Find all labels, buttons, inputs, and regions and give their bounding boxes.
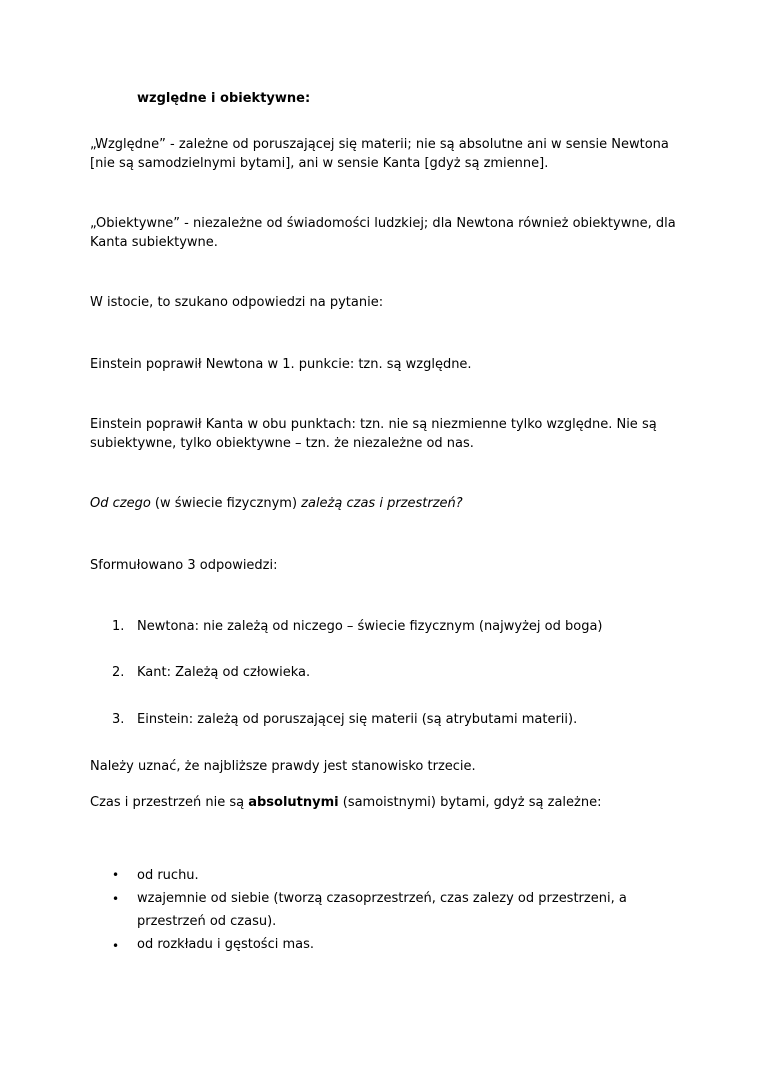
list-item-number: 2.: [112, 665, 125, 680]
paragraph-wzgledne-line-2: [nie są samodzielnymi bytami], ani w sensie Kanta [gdyż są zmienne].: [90, 156, 549, 171]
paragraph-czas-end: (samoistnymi) bytami, gdyż są zależne:: [338, 795, 602, 810]
paragraph-wzgledne-line-1: „Względne” - zależne od poruszającej się materii; nie są absolutne ani w sensie Newtona: [90, 137, 669, 152]
question-middle: (w świecie fizycznym): [150, 496, 302, 511]
paragraph-czas-start: Czas i przestrzeń nie są: [90, 795, 249, 810]
paragraph-czas: [90, 794, 601, 812]
list-item-text: Newtona: nie zależą od niczego – świecie fizycznym (najwyżej od boga): [137, 619, 603, 634]
list-item-text: wzajemnie od siebie (tworzą czasoprzestrzeń, czas zalezy od przestrzeni, a: [137, 891, 627, 906]
list-item-number: 1.: [112, 619, 125, 634]
paragraph-czas-bold: absolutnymi: [248, 795, 339, 810]
list-item-number: 3.: [112, 712, 125, 727]
question-paragraph: [90, 495, 463, 513]
paragraph-einstein-kant-line-2: subiektywne, tylko obiektywne – tzn. że niezależne od nas.: [90, 436, 474, 451]
paragraph-sformulowano: Sformułowano 3 odpowiedzi:: [90, 558, 278, 573]
bullet-icon: •: [112, 868, 120, 882]
list-item-text-continued: przestrzeń od czasu).: [137, 914, 277, 929]
section-heading: względne i obiektywne:: [137, 91, 311, 106]
paragraph-obiektywne-line-1: „Obiektywne” - niezależne od świadomości ludzkiej; dla Newtona również obiektywne, dla: [90, 216, 676, 231]
paragraph-w-istocie: W istocie, to szukano odpowiedzi na pytanie:: [90, 295, 384, 310]
question-italic-end: zależą czas i przestrzeń?: [301, 496, 463, 511]
bullet-icon: •: [112, 892, 120, 906]
list-item-text: od rozkładu i gęstości mas.: [137, 937, 315, 952]
paragraph-einstein-newton: Einstein poprawił Newtona w 1. punkcie: tzn. są względne.: [90, 357, 472, 372]
paragraph-einstein-kant-line-1: Einstein poprawił Kanta w obu punktach: tzn. nie są niezmienne tylko względne. Nie są: [90, 417, 657, 432]
list-item-text: Einstein: zależą od poruszającej się materii (są atrybutami materii).: [137, 712, 578, 727]
paragraph-nalezy: Należy uznać, że najbliższe prawdy jest stanowisko trzecie.: [90, 759, 476, 774]
bullet-icon: •: [112, 939, 120, 953]
paragraph-obiektywne-line-2: Kanta subiektywne.: [90, 235, 218, 250]
list-item-text: Kant: Zależą od człowieka.: [137, 665, 311, 680]
list-item-text: od ruchu.: [137, 868, 199, 883]
question-italic-start: Od czego: [90, 496, 151, 511]
